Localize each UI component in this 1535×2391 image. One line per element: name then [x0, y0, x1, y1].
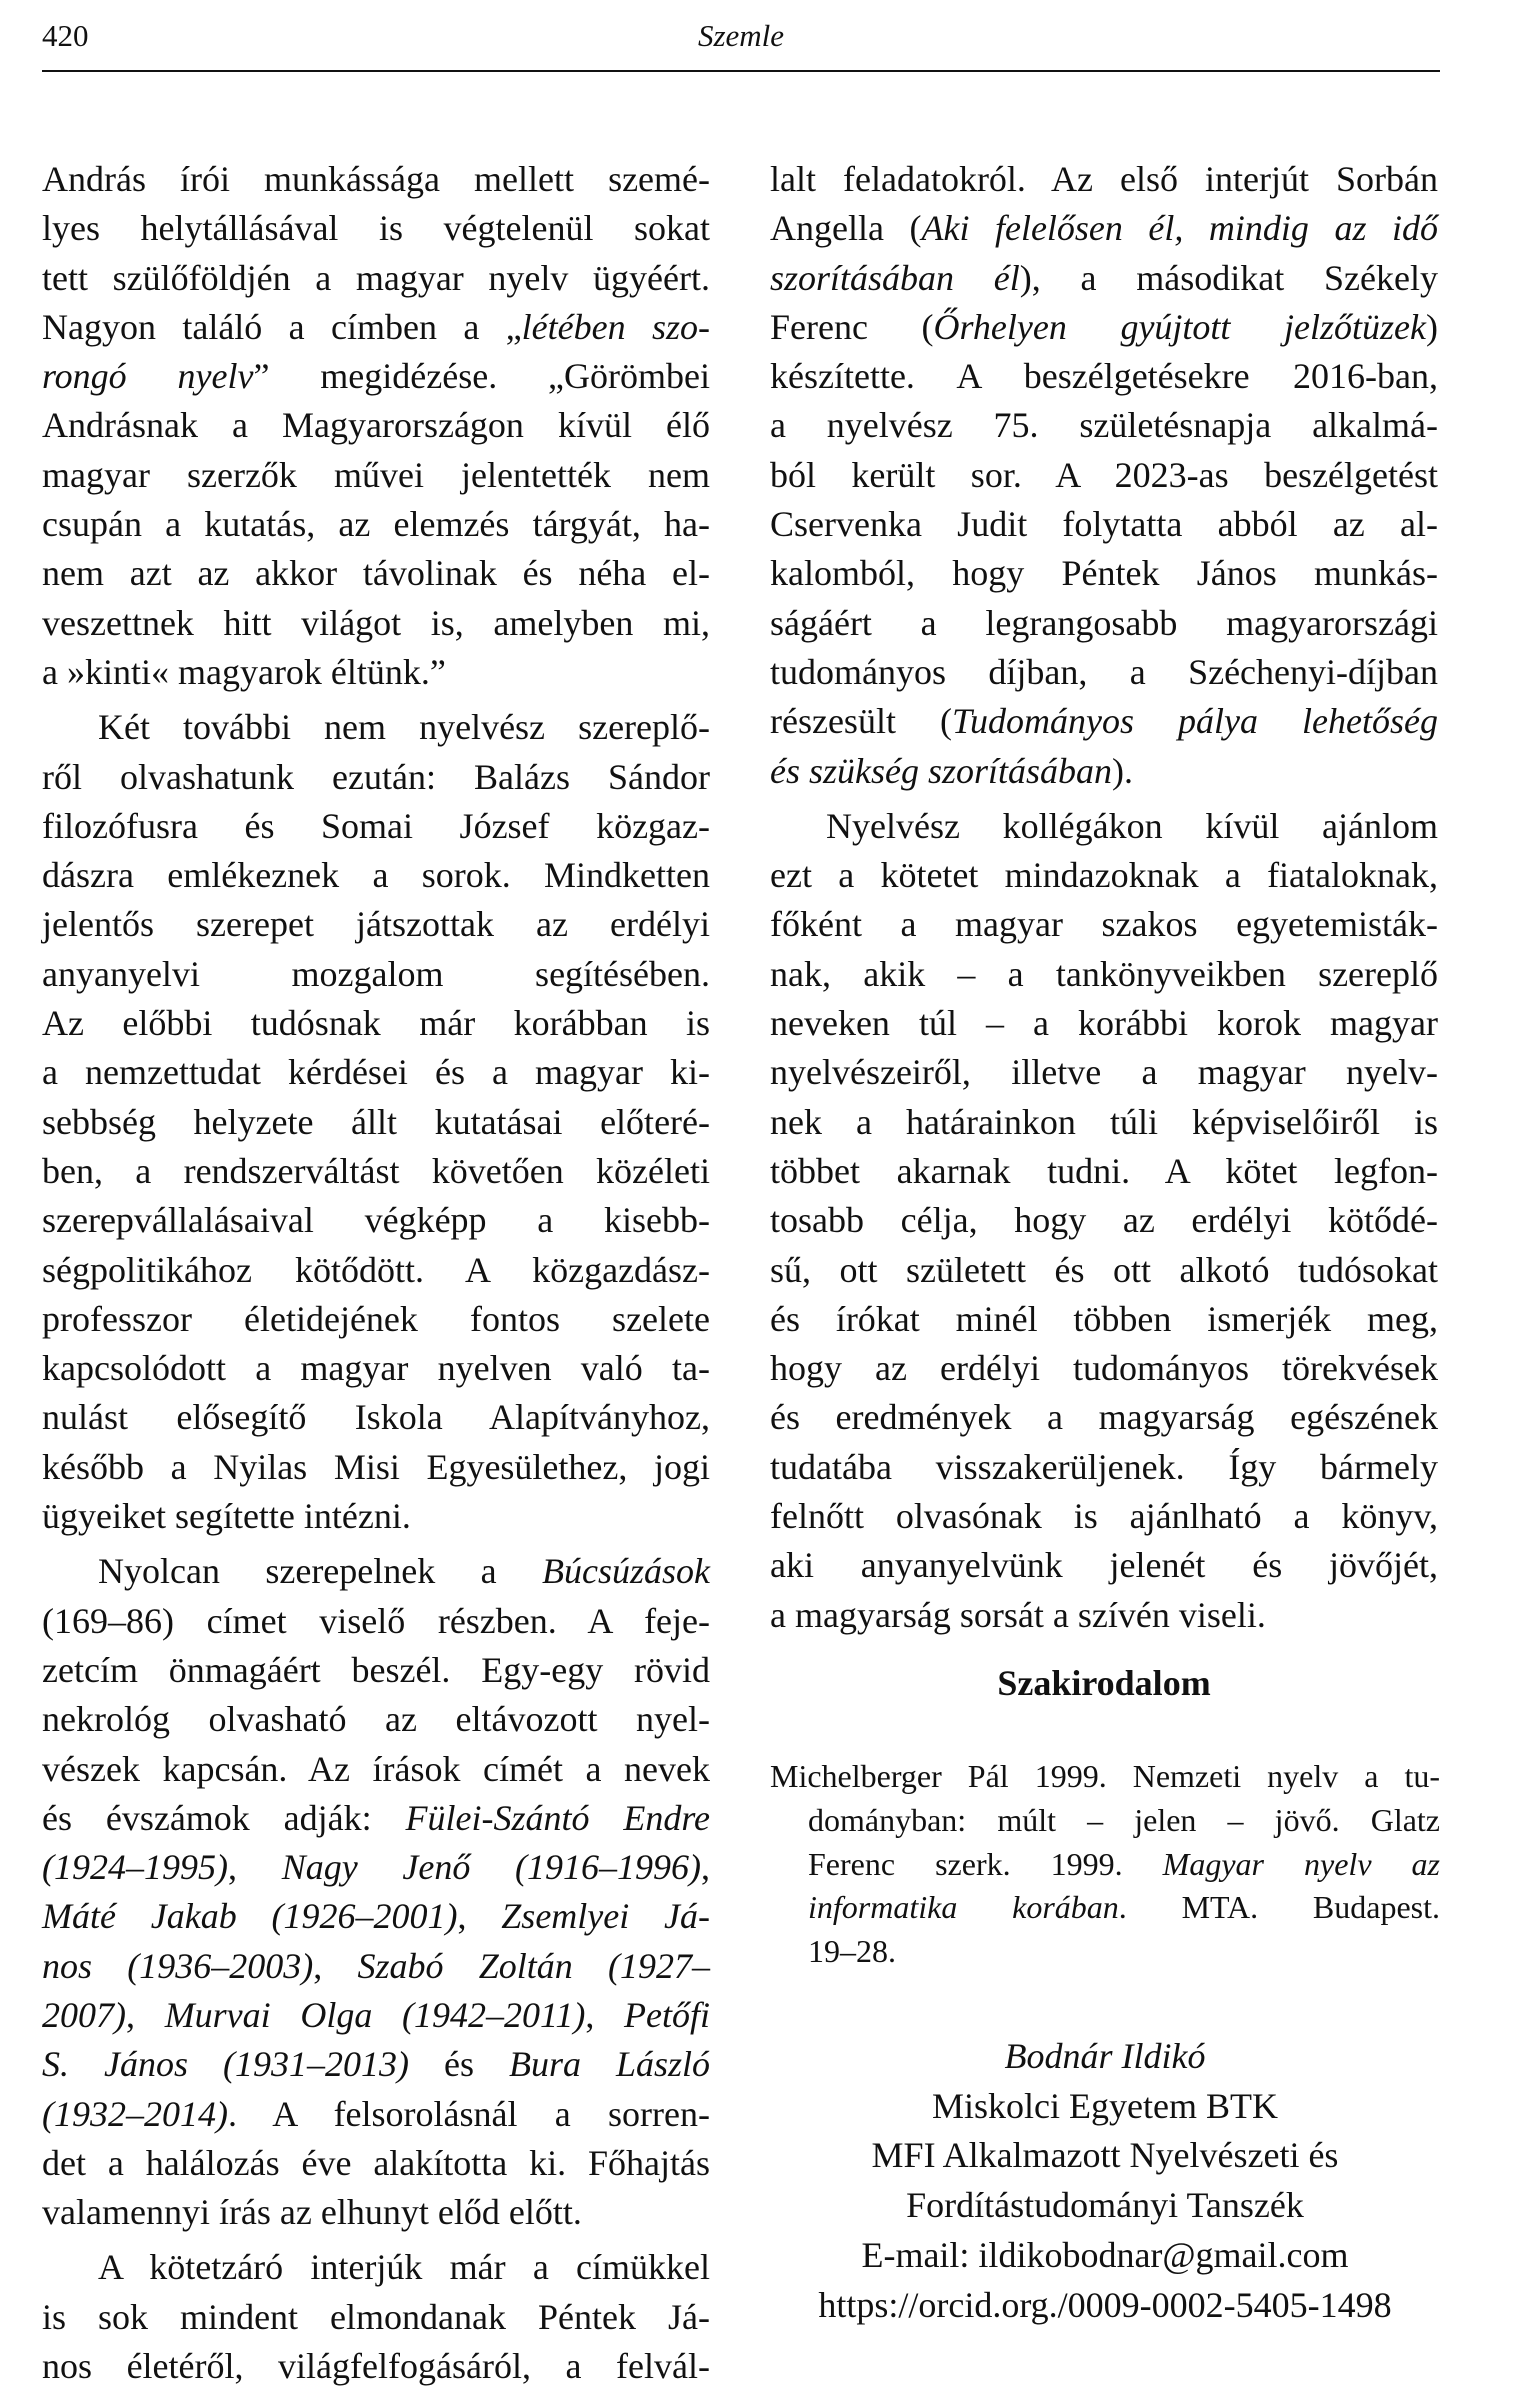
- reference-line: 19–28.: [808, 1933, 896, 1970]
- left-column: [42, 155, 710, 2391]
- text-line: lalt feladatokról. Az első interjút Sorbán: [770, 159, 1438, 199]
- text-line: nulást elősegítő Iskola Alapítványhoz,: [42, 1397, 710, 1438]
- text-line: vészek kapcsán. Az írások címét a nevek: [42, 1748, 710, 1789]
- right-column: [770, 155, 1438, 1640]
- text-line: a nyelvész 75. születésnapja alkalmá-: [770, 405, 1438, 446]
- text-line: ben, a rendszerváltást követően közéleti: [42, 1150, 710, 1191]
- reference-line: Ferenc szerk. 1999. Magyar nyelv az: [808, 1845, 1440, 1882]
- text-line: ségpolitikához kötődött. A közgazdász-: [42, 1249, 710, 1290]
- reference-line: informatika korában. MTA. Budapest.: [808, 1889, 1441, 1926]
- text-line: és eredmények a magyarság egészének: [770, 1397, 1438, 1438]
- text-line: lyes helytállásával is végtelenül sokat: [42, 208, 710, 249]
- text-line: a magyarság sorsát a szívén viseli.: [770, 1594, 1266, 1635]
- text-line: tudományos díjban, a Széchenyi-díjban: [770, 651, 1438, 692]
- reference-entry: [770, 1755, 1440, 1974]
- text-line: hogy az erdélyi tudományos törekvések: [770, 1348, 1438, 1389]
- page-number: 420: [42, 18, 89, 53]
- page-header: [42, 10, 1440, 66]
- text-line: Nyolcan szerepelnek a Búcsúzások: [98, 1551, 710, 1592]
- text-line: Ferenc (Őrhelyen gyújtott jelzőtüzek): [770, 306, 1438, 347]
- author-signature: [760, 2032, 1450, 2330]
- text-line: neveken túl – a korábbi korok magyar: [770, 1003, 1438, 1044]
- reference-line: Michelberger Pál 1999. Nemzeti nyelv a tu-: [770, 1758, 1440, 1794]
- text-line: csupán a kutatás, az elemzés tárgyát, ha-: [42, 504, 710, 545]
- text-line: Máté Jakab (1926–2001), Zsemlyei Já-: [42, 1896, 711, 1937]
- text-line: magyar szerzők művei jelentették nem: [42, 454, 710, 495]
- text-line: nekrológ olvasható az eltávozott nyel-: [42, 1699, 710, 1740]
- text-line: tett szülőföldjén a magyar nyelv ügyéért.: [42, 257, 710, 298]
- text-line: ságáért a legrangosabb magyarországi: [770, 602, 1438, 643]
- text-line: Angella (Aki felelősen él, mindig az idő: [770, 208, 1438, 249]
- text-line: (169–86) címet viselő részben. A feje-: [42, 1600, 710, 1641]
- text-line: jelentős szerepet játszottak az erdélyi: [42, 904, 710, 945]
- text-line: Nagyon találó a címben a „létében szo-: [42, 306, 710, 347]
- text-line: rongó nyelv” megidézése. „Görömbei: [42, 356, 710, 397]
- text-line: nos életéről, világfelfogásáról, a felvál-: [42, 2346, 710, 2387]
- text-line: anyanyelvi mozgalom segítésében.: [42, 953, 710, 994]
- text-line: többet akarnak tudni. A kötet legfon-: [770, 1150, 1438, 1191]
- text-line: nak, akik – a tankönyveikben szereplő: [770, 953, 1438, 994]
- text-line: tosabb célja, hogy az erdélyi kötődé-: [770, 1200, 1438, 1241]
- text-line: kapcsolódott a magyar nyelven való ta-: [42, 1348, 710, 1389]
- text-line: professzor életidejének fontos szelete: [42, 1298, 710, 1339]
- text-line: nos (1936–2003), Szabó Zoltán (1927–: [42, 1945, 710, 1986]
- text-line: nyelvészeiről, illetve a magyar nyelv-: [770, 1052, 1438, 1093]
- text-line: S. János (1931–2013) és Bura László: [42, 2044, 710, 2085]
- text-line: ezt a kötetet mindazoknak a fiataloknak,: [770, 855, 1438, 896]
- text-line: szorításában él), a másodikat Székely: [770, 257, 1438, 298]
- text-line: a nemzettudat kérdései és a magyar ki-: [42, 1052, 710, 1093]
- running-title: Szemle: [697, 18, 785, 53]
- text-line: zetcím önmagáért beszél. Egy-egy rövid: [42, 1649, 710, 1690]
- author-department-line-1: MFI Alkalmazott Nyelvészeti és: [871, 2135, 1339, 2176]
- text-line: részesült (Tudományos pálya lehetőség: [770, 701, 1439, 742]
- text-line: főként a magyar szakos egyetemisták-: [770, 904, 1438, 945]
- author-email: E-mail: ildikobodnar@gmail.com: [861, 2234, 1349, 2275]
- reference-line: dományban: múlt – jelen – jövő. Glatz: [808, 1801, 1440, 1838]
- text-line: valamennyi írás az elhunyt előd előtt.: [42, 2192, 582, 2233]
- text-line: nek a határainkon túli képviselőiről is: [770, 1101, 1438, 1142]
- text-line: András írói munkássága mellett szemé-: [42, 159, 710, 199]
- author-name: Bodnár Ildikó: [1004, 2036, 1206, 2076]
- text-line: dászra emlékeznek a sorok. Mindketten: [42, 855, 710, 896]
- text-line: Nyelvész kollégákon kívül ajánlom: [826, 805, 1438, 846]
- text-line: készítette. A beszélgetésekre 2016-ban,: [770, 356, 1438, 397]
- author-department-line-2: Fordítástudományi Tanszék: [906, 2185, 1304, 2226]
- text-line: sű, ott született és ott alkotó tudósokat: [770, 1249, 1438, 1290]
- text-line: kalomból, hogy Péntek János munkás-: [770, 553, 1438, 594]
- header-rule: [42, 70, 1440, 72]
- text-line: és írókat minél többen ismerjék meg,: [770, 1298, 1438, 1339]
- text-line: 2007), Murvai Olga (1942–2011), Petőfi: [42, 1994, 711, 2035]
- text-line: det a halálozás éve alakította ki. Főhajtás: [42, 2142, 710, 2183]
- text-line: ről olvashatunk ezután: Balázs Sándor: [42, 756, 710, 797]
- text-line: aki anyanyelvünk jelenét és jövőjét,: [770, 1545, 1438, 1586]
- text-line: és évszámok adják: Fülei-Szántó Endre: [42, 1797, 710, 1838]
- text-line: is sok mindent elmondanak Péntek Já-: [42, 2296, 710, 2337]
- text-line: Az előbbi tudósnak már korábban is: [42, 1003, 710, 1044]
- text-line: felnőtt olvasónak is ajánlható a könyv,: [770, 1496, 1438, 1537]
- text-line: (1932–2014). A felsorolásnál a sorren-: [42, 2093, 710, 2134]
- text-line: (1924–1995), Nagy Jenő (1916–1996),: [42, 1847, 710, 1888]
- text-line: filozófusra és Somai József közgaz-: [42, 805, 710, 846]
- text-line: később a Nyilas Misi Egyesülethez, jogi: [42, 1446, 710, 1487]
- text-line: és szükség szorításában).: [770, 750, 1134, 791]
- text-line: veszettnek hitt világot is, amelyben mi,: [42, 602, 710, 643]
- author-institution: Miskolci Egyetem BTK: [932, 2085, 1278, 2126]
- text-line: nem azt az akkor távolinak és néha el-: [42, 553, 710, 594]
- section-heading: Szakirodalom: [997, 1663, 1211, 1703]
- text-line: Két további nem nyelvész szereplő-: [98, 707, 710, 748]
- author-orcid: https://orcid.org./0009-0002-5405-1498: [818, 2284, 1392, 2325]
- text-line: Andrásnak a Magyarországon kívül élő: [42, 405, 710, 446]
- text-line: tudatába visszakerüljenek. Így bármely: [770, 1446, 1438, 1487]
- text-line: A kötetzáró interjúk már a címükkel: [98, 2247, 710, 2288]
- text-line: ból került sor. A 2023-as beszélgetést: [770, 454, 1438, 495]
- text-line: szerepvállalásaival végképp a kisebb-: [42, 1200, 710, 1241]
- text-line: ügyeiket segítette intézni.: [42, 1496, 411, 1537]
- text-line: sebbség helyzete állt kutatásai előteré-: [42, 1101, 710, 1142]
- text-line: Cservenka Judit folytatta abból az al-: [770, 504, 1438, 545]
- text-line: a »kinti« magyarok éltünk.”: [42, 651, 446, 692]
